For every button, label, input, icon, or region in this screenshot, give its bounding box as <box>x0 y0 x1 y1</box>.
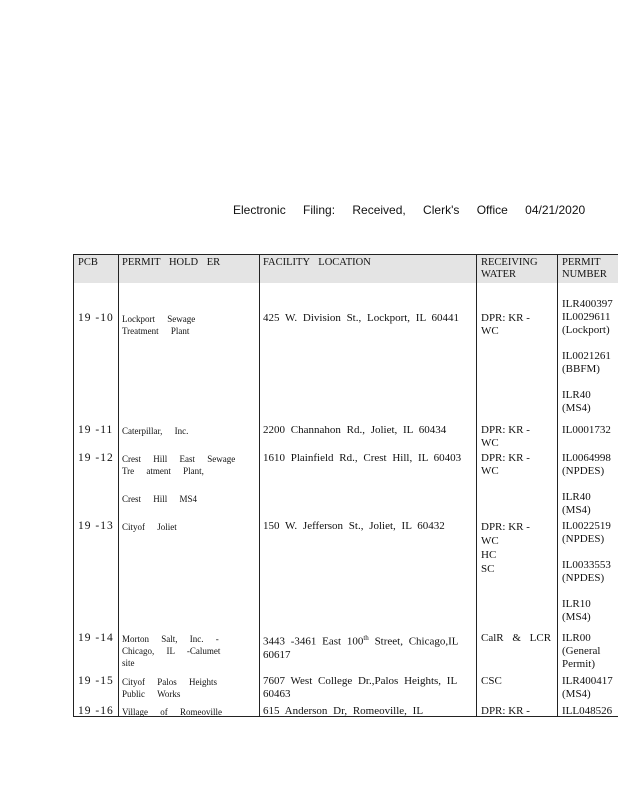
permit-numbers <box>562 298 613 415</box>
facility-location-text: 3443 -3461 East 100 <box>263 635 364 648</box>
permit-holder-line: Treatment Plant <box>122 326 190 336</box>
facility-location-line: 60463 <box>263 688 291 700</box>
permit-holder-line: Morton Salt, Inc. - <box>122 634 219 644</box>
spacer <box>562 585 611 598</box>
spacer <box>562 546 611 559</box>
permit-number: ILL048526 <box>562 705 613 717</box>
receiving-water-line: WC <box>481 535 499 547</box>
permit-holder-line: Tre atment Plant, <box>122 466 204 476</box>
permit-holder-line: Cityof Palos Heights <box>122 677 218 687</box>
permit-numbers <box>562 675 613 701</box>
receiving-water <box>481 520 530 576</box>
permit-holder <box>122 453 235 505</box>
permit-holder <box>122 633 220 669</box>
permit-number: (General <box>562 645 601 657</box>
permit-number: (NPDES) <box>562 572 605 584</box>
pcb-number: 19 -16 <box>78 705 114 717</box>
permit-holder-line: Crest Hill MS4 <box>122 494 198 504</box>
receiving-water-line: WC <box>481 437 499 449</box>
header-permit-holder: PERMIT HOLD ER <box>122 257 221 268</box>
header-permit-number-line2: NUMBER <box>562 269 607 280</box>
table-border-left <box>73 254 74 717</box>
column-divider <box>118 254 119 717</box>
permit-number: ILR400417 <box>562 675 613 687</box>
facility-location-text: Street, Chicago,IL <box>374 635 459 648</box>
facility-location: 615 Anderson Dr, Romeoville, IL <box>263 705 424 717</box>
permit-numbers <box>562 632 600 671</box>
permit-holder <box>122 313 195 337</box>
receiving-water-line: HC <box>481 549 497 561</box>
facility-location: 2200 Channahon Rd., Joliet, IL 60434 <box>263 424 447 436</box>
receiving-water: CalR & LCR <box>481 632 552 644</box>
facility-location: 1610 Plainfield Rd., Crest Hill, IL 60403 <box>263 452 462 464</box>
permit-holder-line: Lockport Sewage <box>122 314 196 324</box>
pcb-number: 19 -12 <box>78 452 114 464</box>
permit-number: ILR40 <box>562 491 591 503</box>
receiving-water: CSC <box>481 675 502 687</box>
permit-number: (Lockport) <box>562 324 610 336</box>
permit-number: (MS4) <box>562 611 591 623</box>
permit-number: (MS4) <box>562 402 591 414</box>
header-permit-number <box>562 257 607 281</box>
permit-numbers <box>562 452 611 517</box>
permit-numbers <box>562 520 611 624</box>
permit-number: Permit) <box>562 658 595 670</box>
receiving-water <box>481 424 530 450</box>
permit-holder-line: Public Works <box>122 689 181 699</box>
facility-location <box>263 675 457 701</box>
receiving-water-line: WC <box>481 325 499 337</box>
permit-number: IL0033553 <box>562 559 611 571</box>
permit-holder: Caterpillar, Inc. <box>122 426 189 436</box>
facility-location: 425 W. Division St., Lockport, IL 60441 <box>263 312 460 324</box>
receiving-water <box>481 452 530 478</box>
pcb-number: 19 -13 <box>78 520 114 532</box>
permit-number: (NPDES) <box>562 465 605 477</box>
header-receiving-water-line2: WATER <box>481 269 516 280</box>
receiving-water: DPR: KR - <box>481 705 530 717</box>
header-pcb: PCB <box>78 257 98 268</box>
receiving-water-line: DPR: KR - <box>481 312 530 324</box>
spacer <box>562 337 613 350</box>
permit-number: ILR10 <box>562 598 591 610</box>
permit-number: ILR00 <box>562 632 591 644</box>
receiving-water-line: WC <box>481 465 499 477</box>
permit-holder: Village of Romeoville <box>122 707 222 717</box>
column-divider <box>557 254 558 717</box>
receiving-water-line: DPR: KR - <box>481 424 530 436</box>
pcb-number: 19 -14 <box>78 632 114 644</box>
spacer <box>562 478 611 491</box>
header-permit-number-line1: PERMIT <box>562 257 601 268</box>
receiving-water-line: SC <box>481 563 495 575</box>
permit-number: IL0022519 <box>562 520 611 532</box>
permit-holder: Cityof Joliet <box>122 522 177 532</box>
header-receiving-water <box>481 257 538 281</box>
spacer <box>122 477 235 493</box>
pcb-number: 19 -11 <box>78 424 114 436</box>
header-receiving-water-line1: RECEIVING <box>481 257 538 268</box>
permit-number: (MS4) <box>562 688 591 700</box>
permit-table <box>73 254 618 717</box>
header-facility-location: FACILITY LOCATION <box>263 257 371 268</box>
permit-number: IL0021261 <box>562 350 611 362</box>
permit-number: (BBFM) <box>562 363 600 375</box>
permit-number: (NPDES) <box>562 533 605 545</box>
permit-number: ILR400397 <box>562 298 613 310</box>
column-divider <box>476 254 477 717</box>
receiving-water <box>481 312 530 338</box>
filing-stamp: Electronic Filing: Received, Clerk's Office 04/21/2020 <box>233 203 586 217</box>
receiving-water-line: DPR: KR - <box>481 521 530 533</box>
ordinal-suffix: th <box>363 634 369 642</box>
permit-number: IL0001732 <box>562 424 611 436</box>
pcb-number: 19 -10 <box>78 312 114 324</box>
permit-number: IL0029611 <box>562 311 611 323</box>
permit-holder-line: Chicago, IL -Calumet <box>122 646 221 656</box>
facility-location-line: 7607 West College Dr.,Palos Heights, IL <box>263 675 458 687</box>
receiving-water-line: DPR: KR - <box>481 452 530 464</box>
permit-number: IL0064998 <box>562 452 611 464</box>
pcb-number: 19 -15 <box>78 675 114 687</box>
facility-location-line <box>263 632 459 649</box>
permit-holder <box>122 676 217 700</box>
permit-holder-line: Crest Hill East Sewage <box>122 454 236 464</box>
permit-number: ILR40 <box>562 389 591 401</box>
permit-number: (MS4) <box>562 504 591 516</box>
column-divider <box>259 254 260 717</box>
facility-location: 150 W. Jefferson St., Joliet, IL 60432 <box>263 520 445 532</box>
facility-location <box>263 632 459 662</box>
permit-holder-line: site <box>122 658 135 668</box>
spacer <box>562 376 613 389</box>
facility-location-line: 60617 <box>263 648 291 661</box>
